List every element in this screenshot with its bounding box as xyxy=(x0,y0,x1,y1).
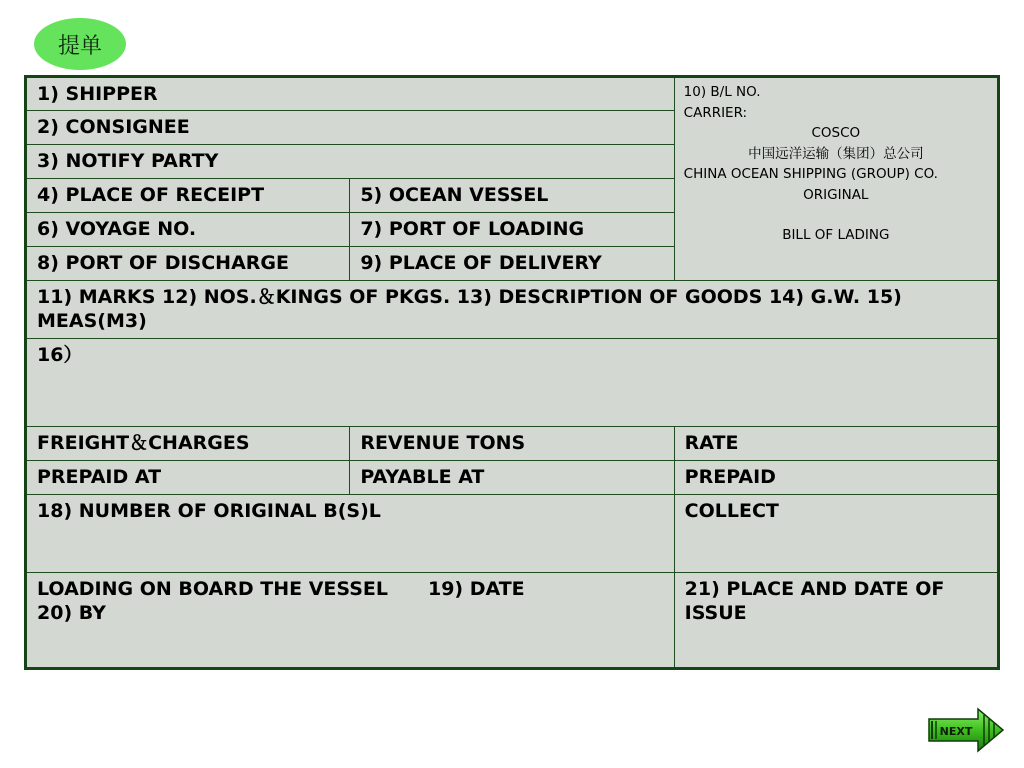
port-of-discharge-field[interactable] xyxy=(26,247,350,281)
shipper-field[interactable] xyxy=(26,77,675,111)
place-of-receipt-field[interactable] xyxy=(26,179,350,213)
place-of-receipt-label: 4) PLACE OF RECEIPT xyxy=(37,184,265,206)
title-badge-label: 提单 xyxy=(57,33,102,59)
number-of-original-field[interactable] xyxy=(26,495,675,573)
prepaid-at-label: PREPAID AT xyxy=(37,466,162,488)
payable-at-field[interactable] xyxy=(350,461,674,495)
arrow-right-icon xyxy=(926,707,1006,753)
loading-on-board-label: LOADING ON BOARD THE VESSEL xyxy=(37,578,388,600)
prepaid-field[interactable] xyxy=(674,461,998,495)
voyage-no-label: 6) VOYAGE NO. xyxy=(37,218,197,240)
goods-description-label: 11) MARKS 12) NOS.＆KINGS OF PKGS. 13) DESCRIPTION OF GOODS 14) G.W. 15) MEAS(M3) xyxy=(37,286,902,332)
consignee-label: 2) CONSIGNEE xyxy=(37,116,190,138)
cosco-name: COSCO xyxy=(811,125,861,141)
by-20-label: 20) BY xyxy=(37,602,106,624)
port-of-loading-label: 7) PORT OF LOADING xyxy=(360,218,585,240)
bill-of-lading-form xyxy=(24,75,1000,670)
date-19-label: 19) DATE xyxy=(427,578,525,600)
port-of-discharge-label: 8) PORT OF DISCHARGE xyxy=(37,252,289,274)
place-and-date-of-issue-field[interactable] xyxy=(674,573,998,669)
next-button-label: NEXT xyxy=(939,725,973,738)
rate-field[interactable] xyxy=(674,427,998,461)
prepaid-label: PREPAID xyxy=(684,466,776,488)
port-of-loading-field[interactable] xyxy=(350,213,674,247)
freight-charges-label: FREIGHT＆CHARGES xyxy=(37,432,250,454)
field-16-label: 16） xyxy=(37,344,83,366)
field-16[interactable] xyxy=(26,339,999,427)
place-of-delivery-label: 9) PLACE OF DELIVERY xyxy=(360,252,602,274)
goods-description-header[interactable] xyxy=(26,281,999,339)
ocean-vessel-label: 5) OCEAN VESSEL xyxy=(360,184,549,206)
collect-field[interactable] xyxy=(674,495,998,573)
ocean-vessel-field[interactable] xyxy=(350,179,674,213)
bl-no-label: 10) B/L NO. xyxy=(683,84,761,100)
revenue-tons-field[interactable] xyxy=(350,427,674,461)
next-button[interactable] xyxy=(926,707,1006,753)
consignee-field[interactable] xyxy=(26,111,675,145)
loading-on-board-field[interactable] xyxy=(26,573,675,669)
notify-party-field[interactable] xyxy=(26,145,675,179)
prepaid-at-field[interactable] xyxy=(26,461,350,495)
collect-label: COLLECT xyxy=(684,500,779,522)
freight-charges-field[interactable] xyxy=(26,427,350,461)
revenue-tons-label: REVENUE TONS xyxy=(360,432,526,454)
number-of-original-label: 18) NUMBER OF ORIGINAL B(S)L xyxy=(37,500,381,522)
payable-at-label: PAYABLE AT xyxy=(360,466,485,488)
shipper-label: 1) SHIPPER xyxy=(37,83,158,105)
carrier-box[interactable] xyxy=(674,77,998,281)
place-and-date-of-issue-label: 21) PLACE AND DATE OF ISSUE xyxy=(684,578,945,624)
place-of-delivery-field[interactable] xyxy=(350,247,674,281)
rate-label: RATE xyxy=(684,432,739,454)
carrier-label: CARRIER: xyxy=(683,104,748,121)
original-label: ORIGINAL xyxy=(803,186,869,203)
carrier-chinese-name: 中国远洋运输（集团）总公司 xyxy=(748,145,924,162)
carrier-english-name: CHINA OCEAN SHIPPING (GROUP) CO. xyxy=(683,166,938,182)
bill-of-lading-label: BILL OF LADING xyxy=(782,227,890,243)
notify-party-label: 3) NOTIFY PARTY xyxy=(37,150,219,172)
title-badge xyxy=(34,18,126,70)
voyage-no-field[interactable] xyxy=(26,213,350,247)
